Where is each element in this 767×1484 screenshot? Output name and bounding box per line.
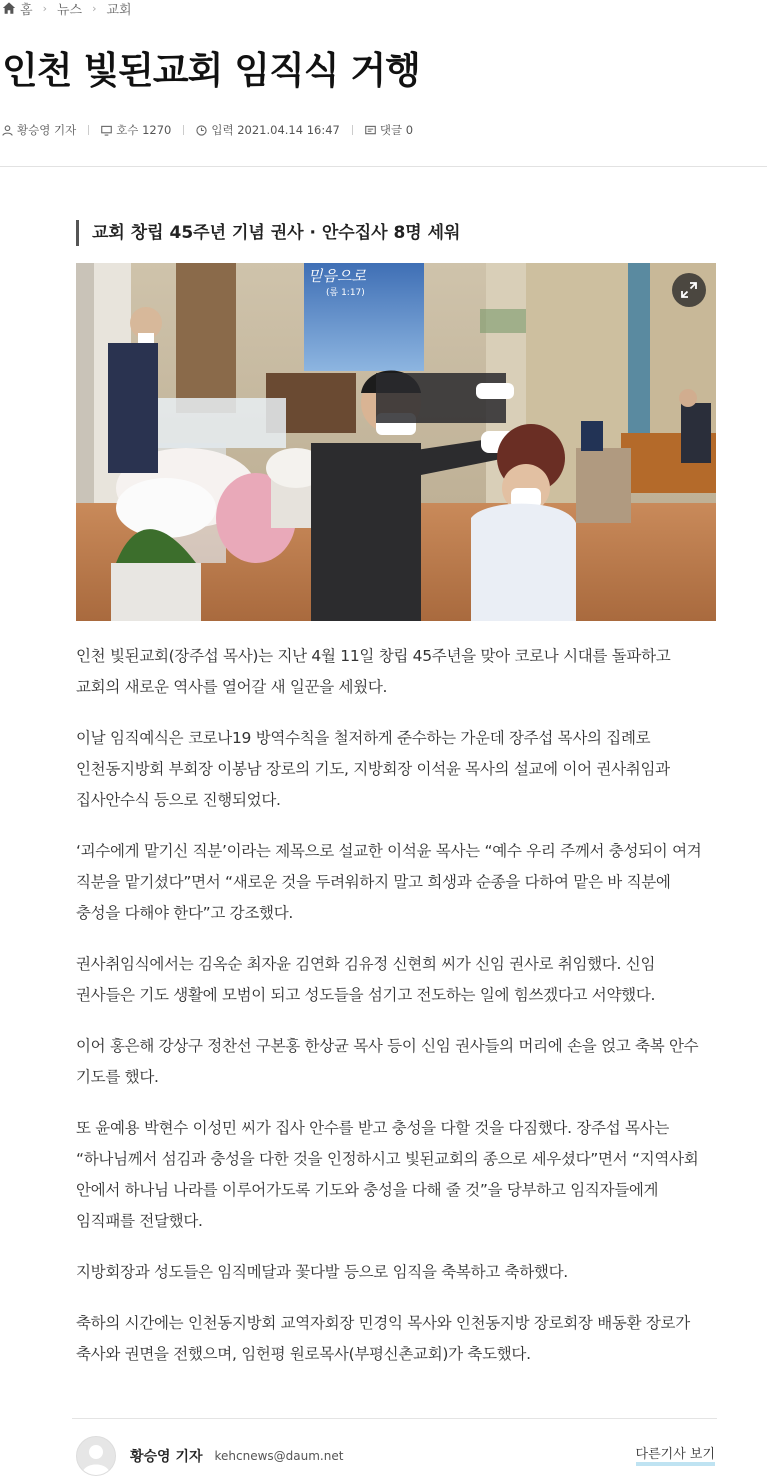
author-name[interactable]: 황승영 기자 bbox=[130, 1449, 203, 1465]
meta-reporter bbox=[2, 122, 76, 138]
home-icon[interactable] bbox=[2, 1, 16, 15]
paragraph: 이날 임직예식은 코로나19 방역수칙을 철저하게 준수하는 가운데 장주섭 목사의 집례로 인천동지방회 부회장 이봉남 장로의 기도, 지방회장 이석윤 목사의 설교에 이어 권사취임과 집사안수식 등으로 진행되었다. bbox=[76, 729, 670, 809]
author-divider bbox=[72, 1418, 717, 1419]
chevron-right-icon: › bbox=[42, 1, 47, 15]
ordination-photo bbox=[76, 263, 716, 621]
avatar bbox=[76, 1436, 116, 1476]
paragraph: 축하의 시간에는 인천동지방회 교역자회장 민경익 목사와 인천동지방 장로회장 배동환 장로가 축사와 권면을 전했으며, 임헌평 원로목사(부평신촌교회)가 축도했다. bbox=[76, 1314, 690, 1363]
comment-icon bbox=[365, 125, 376, 136]
breadcrumb-category[interactable]: 교회 bbox=[106, 2, 132, 18]
article-body bbox=[76, 641, 716, 1390]
meta-date bbox=[196, 122, 340, 138]
monitor-icon bbox=[101, 125, 112, 136]
divider bbox=[183, 125, 184, 135]
paragraph: ‘괴수에게 맡기신 직분’이라는 제목으로 설교한 이석윤 목사는 “예수 우리 주께서 충성되이 여겨 직분을 맡기셨다”면서 “새로운 것을 두려워하지 말고 희생과 순종을 다하여 맡은 바 직분에 충성을 다해야 한다”고 강조했다. bbox=[76, 842, 702, 922]
comment-count[interactable]: 댓글 0 bbox=[379, 123, 414, 137]
meta-issue bbox=[101, 122, 171, 138]
avatar-icon bbox=[77, 1437, 115, 1475]
issue-number: 호수 1270 bbox=[116, 123, 172, 137]
article-title: 인천 빛된교회 임직식 거행 bbox=[2, 49, 420, 92]
breadcrumb-section[interactable]: 뉴스 bbox=[56, 2, 83, 18]
divider bbox=[88, 125, 89, 135]
reporter-name: 황승영 기자 bbox=[17, 123, 77, 137]
paragraph: 이어 홍은해 강상구 정찬선 구본홍 한상균 목사 등이 신임 권사들의 머리에 손을 얹고 축복 안수 기도를 했다. bbox=[76, 1037, 699, 1086]
author-box bbox=[76, 1436, 343, 1476]
article-meta bbox=[2, 121, 413, 139]
banner-verse: (롬 1:17) bbox=[326, 288, 365, 298]
chevron-right-icon: › bbox=[92, 1, 97, 15]
paragraph: 인천 빛된교회(장주섭 목사)는 지난 4월 11일 창립 45주년을 맞아 코로나 시대를 돌파하고 교회의 새로운 역사를 열어갈 새 일꾼을 세웠다. bbox=[76, 647, 671, 696]
published-date: 입력 2021.04.14 16:47 bbox=[211, 123, 340, 137]
breadcrumb bbox=[2, 0, 132, 16]
author-email[interactable]: kehcnews@daum.net bbox=[214, 1449, 344, 1463]
paragraph: 지방회장과 성도들은 임직메달과 꽃다발 등으로 임직을 축복하고 축하했다. bbox=[76, 1263, 568, 1281]
article-photo[interactable] bbox=[76, 263, 716, 621]
expand-icon bbox=[680, 281, 698, 299]
paragraph: 권사취임식에서는 김옥순 최자윤 김연화 김유정 신현희 씨가 신임 권사로 취임했다. 신임 권사들은 기도 생활에 모범이 되고 성도들을 섬기고 전도하는 일에 힘쓰겠다고 서약했다. bbox=[76, 955, 656, 1004]
header-divider bbox=[0, 166, 767, 167]
expand-button[interactable] bbox=[672, 273, 706, 307]
clock-icon bbox=[196, 125, 207, 136]
more-articles-link[interactable]: 다른기사 보기 bbox=[636, 1448, 715, 1466]
breadcrumb-home[interactable]: 홈 bbox=[20, 2, 33, 18]
meta-comments[interactable] bbox=[365, 122, 413, 138]
divider bbox=[352, 125, 353, 135]
article-subtitle: 교회 창립 45주년 기념 권사 · 안수집사 8명 세워 bbox=[76, 220, 460, 246]
banner-caption: 믿음으로 bbox=[308, 267, 366, 285]
person-icon bbox=[2, 125, 13, 136]
paragraph: 또 윤예용 박현수 이성민 씨가 집사 안수를 받고 충성을 다할 것을 다짐했다. 장주섭 목사는 “하나님께서 섬김과 충성을 다한 것을 인정하시고 빛된교회의 종으로 세우셨다”면서 “지역사회 안에서 하나님 나라를 이루어가도록 기도와 충성을 다해 줄 것”을 당부하고 임직자들에게 임직패를 전달했다. bbox=[76, 1119, 699, 1230]
